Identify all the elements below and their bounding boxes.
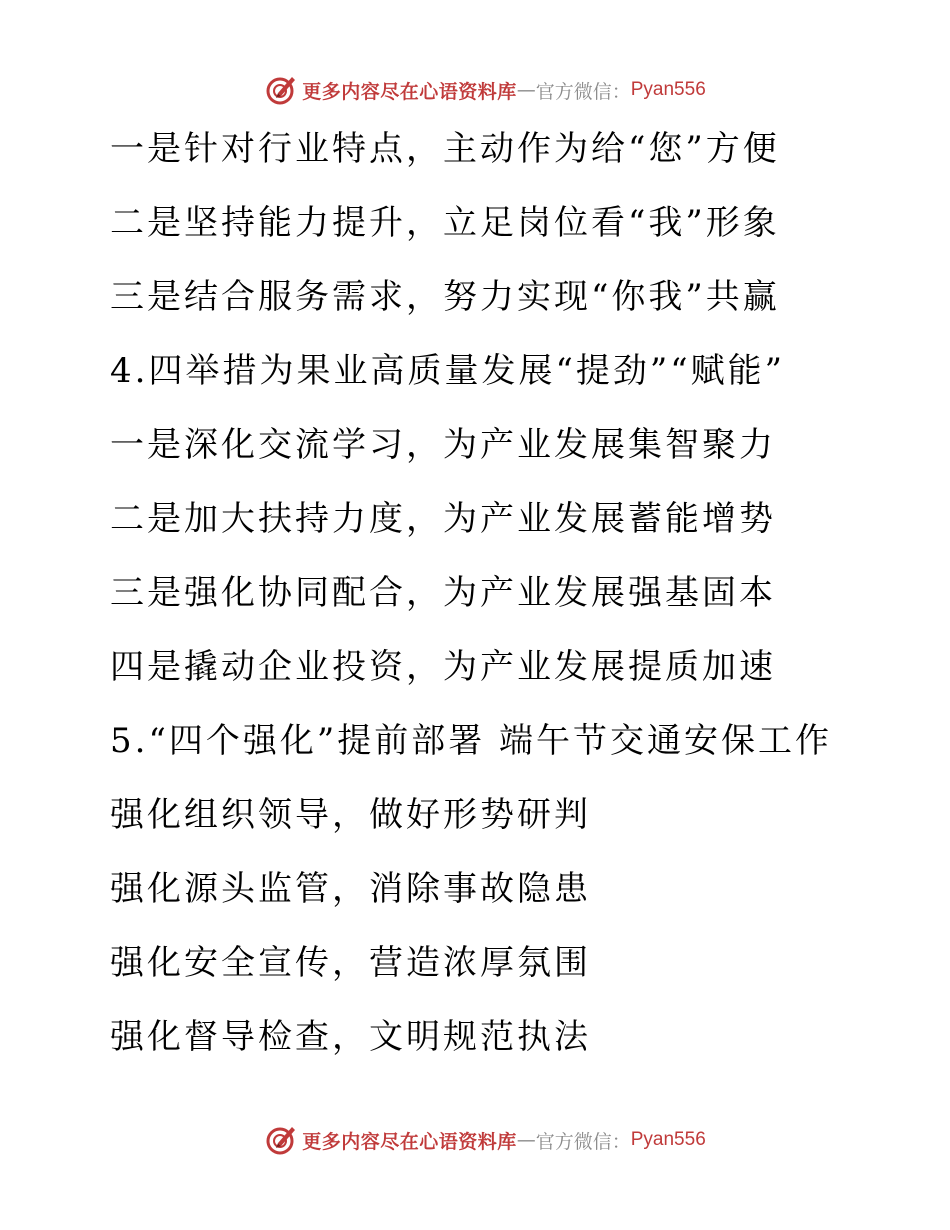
footer-banner-content [264, 1123, 706, 1157]
pen-nib-circle-logo-icon [264, 1123, 298, 1157]
header-banner-wechat-id: Pyan556 [630, 79, 706, 100]
header-banner-content [264, 73, 706, 107]
header-banner [0, 70, 950, 110]
text-line: 强化安全宣传，营造浓厚氛围 [110, 943, 591, 983]
header-banner-wechat-label: 官方微信： [535, 80, 631, 103]
text-line: 三是结合服务需求，努力实现“你我”共赢 [110, 277, 780, 317]
footer-banner-wechat-label: 官方微信： [535, 1130, 631, 1153]
text-line: 强化组织领导，做好形势研判 [110, 795, 591, 835]
text-line: 二是加大扶持力度，为产业发展蓄能增势 [110, 499, 776, 539]
text-line: 四是撬动企业投资，为产业发展提质加速 [110, 647, 776, 687]
footer-banner-main-text: 更多内容尽在心语资料库 [302, 1130, 517, 1153]
header-banner-separator: — [516, 79, 536, 101]
text-line: 一是针对行业特点，主动作为给“您”方便 [110, 129, 780, 169]
pen-nib-circle-logo-icon [264, 73, 298, 107]
text-line: 4.四举措为果业高质量发展“提劲”“赋能” [110, 351, 785, 391]
document-body [110, 112, 910, 1074]
text-line: 一是深化交流学习，为产业发展集智聚力 [110, 425, 776, 465]
footer-banner [0, 1120, 950, 1160]
text-line: 强化源头监管，消除事故隐患 [110, 869, 591, 909]
text-line: 二是坚持能力提升，立足岗位看“我”形象 [110, 203, 780, 243]
text-line: 5.“四个强化”提前部署 端午节交通安保工作 [110, 721, 833, 761]
footer-banner-separator: — [516, 1129, 536, 1151]
header-banner-main-text: 更多内容尽在心语资料库 [302, 80, 517, 103]
text-line: 三是强化协同配合，为产业发展强基固本 [110, 573, 776, 613]
text-line: 强化督导检查，文明规范执法 [110, 1017, 591, 1057]
footer-banner-wechat-id: Pyan556 [630, 1129, 706, 1150]
